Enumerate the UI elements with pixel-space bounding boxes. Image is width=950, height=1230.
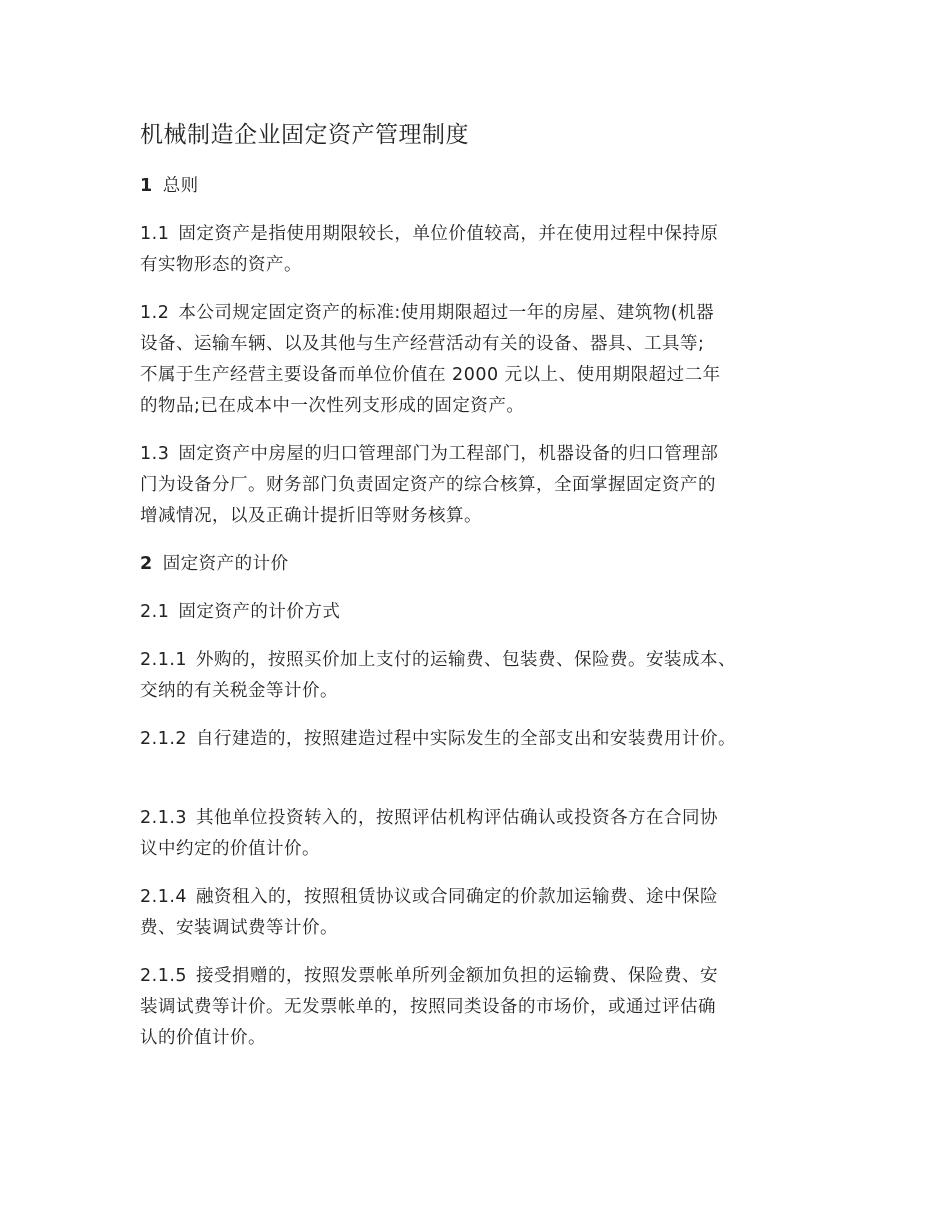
section-title: 固定资产的计价 <box>162 554 289 574</box>
paragraph-2-1-4 <box>140 882 830 944</box>
paragraph-number: 1.1 <box>140 224 170 244</box>
paragraph-line: 增减情况，以及正确计提折旧等财务核算。 <box>140 506 482 526</box>
section-number: 2 <box>140 554 153 574</box>
paragraph-number: 2.1.3 <box>140 808 188 828</box>
paragraph-line: 2.1.1 外购的，按照买价加上支付的运输费、包装费、保险费。安装成本、 <box>140 650 737 670</box>
paragraph-2-1-1 <box>140 645 830 707</box>
paragraph-line: 认的价值计价。 <box>140 1028 266 1048</box>
paragraph-line: 1.2 本公司规定固定资产的标准:使用期限超过一年的房屋、建筑物(机器 <box>140 303 715 323</box>
paragraph-number: 1.2 <box>140 303 170 323</box>
paragraph-line: 装调试费等计价。无发票帐单的，按照同类设备的市场价，或通过评估确 <box>140 997 716 1017</box>
section-number: 1 <box>140 176 153 196</box>
paragraph-2-1-3 <box>140 803 830 865</box>
paragraph-line: 2.1 固定资产的计价方式 <box>140 602 341 622</box>
paragraph-2-1-2 <box>140 724 830 755</box>
paragraph-line: 2.1.3 其他单位投资转入的，按照评估机构评估确认或投资各方在合同协 <box>140 808 719 828</box>
paragraph-1-3 <box>140 439 830 532</box>
paragraph-line: 有实物形态的资产。 <box>140 255 302 275</box>
paragraph-2-1 <box>140 597 830 628</box>
paragraph-number: 2.1.4 <box>140 887 188 907</box>
document-page <box>140 118 830 1071</box>
paragraph-1-2 <box>140 298 830 422</box>
paragraph-number: 1.3 <box>140 444 170 464</box>
paragraph-line: 1.1 固定资产是指使用期限较长，单位价值较高，并在使用过程中保持原 <box>140 224 719 244</box>
paragraph-line: 2.1.5 接受捐赠的，按照发票帐单所列金额加负担的运输费、保险费、安 <box>140 966 719 986</box>
paragraph-line: 费、安装调试费等计价。 <box>140 918 338 938</box>
paragraph-line: 设备、运输车辆、以及其他与生产经营活动有关的设备、器具、工具等; <box>140 334 705 354</box>
paragraph-line: 2.1.4 融资租入的，按照租赁协议或合同确定的价款加运输费、途中保险 <box>140 887 719 907</box>
paragraph-line: 1.3 固定资产中房屋的归口管理部门为工程部门，机器设备的归口管理部 <box>140 444 719 464</box>
paragraph-line: 门为设备分厂。财务部门负责固定资产的综合核算，全面掌握固定资产的 <box>140 475 716 495</box>
paragraph-line: 交纳的有关税金等计价。 <box>140 681 338 701</box>
paragraph-number: 2.1.1 <box>140 650 188 670</box>
section-heading-2 <box>140 549 830 580</box>
paragraph-2-1-5 <box>140 961 830 1054</box>
paragraph-number: 2.1 <box>140 602 170 622</box>
paragraph-line: 的物品;已在成本中一次性列支形成的固定资产。 <box>140 396 525 416</box>
paragraph-1-1 <box>140 219 830 281</box>
section-heading-1 <box>140 171 830 202</box>
paragraph-line: 2.1.2 自行建造的，按照建造过程中实际发生的全部支出和安装费用计价。 <box>140 729 737 749</box>
section-title: 总则 <box>162 176 199 196</box>
document-title: 机械制造企业固定资产管理制度 <box>140 122 469 148</box>
paragraph-number: 2.1.2 <box>140 729 188 749</box>
paragraph-line: 不属于生产经营主要设备而单位价值在 2000 元以上、使用期限超过二年 <box>140 365 721 385</box>
paragraph-line: 议中约定的价值计价。 <box>140 839 320 859</box>
paragraph-number: 2.1.5 <box>140 966 188 986</box>
